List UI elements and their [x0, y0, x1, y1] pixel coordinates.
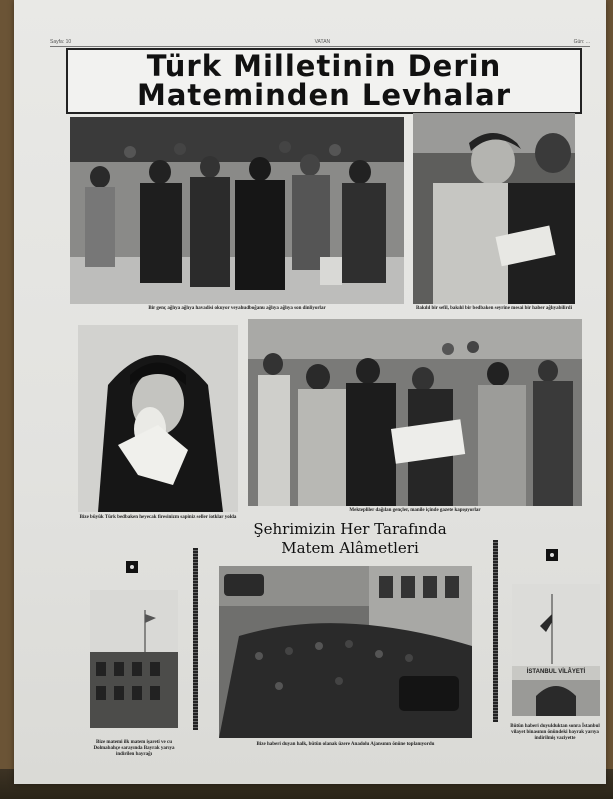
caption-photo-6: Bize haberi duyan halk, bütün olanak üzere Anadolu Ajansının önüne toplanıyordu: [256, 742, 435, 747]
section-title-line-2: Matem Alâmetleri: [281, 539, 419, 557]
photo-crowd-reading: [70, 117, 404, 304]
photo-students-newspapers: [248, 319, 582, 506]
bullet-square-icon: [126, 561, 138, 573]
caption-photo-3: Bize büyük Türk bedbaken heyecak firesinizm sapiniz seller iotklar yolda: [79, 515, 237, 520]
photo-vilayet-flag: [512, 584, 600, 716]
caption-photo-2: Bakılıl bir sefil, bakılıl bir bedbaken seyrine mesai bir haber ağlıyabilirdi: [416, 306, 572, 311]
column-rule: [493, 540, 498, 722]
masthead-left: Sayfa: 10: [50, 38, 72, 45]
photo-woman-crying: [78, 325, 238, 512]
column-rule: [193, 548, 198, 730]
photo-street-crowd: [219, 566, 472, 738]
caption-photo-4: Mektepliler dağılan gençler, manile içinde gazete kapışıyorlar: [349, 508, 481, 513]
bullet-square-icon: [546, 549, 558, 561]
photo-palace-flag: [90, 590, 178, 728]
masthead-right: Gün: ...: [573, 38, 590, 45]
caption-photo-1: Bir genç ağlıya ağlıya havadisi okuyor veyahudboğanu ağlıya ağlıya son dinliyorlar: [148, 306, 326, 311]
section-title-line-1: Şehrimizin Her Tarafında: [253, 520, 447, 538]
caption-photo-7: Bütün haberi duyulduktan sonra İstanbul vilayet binasının önündeki bayrak yarıya indirilmiş vaziyette: [510, 724, 600, 741]
caption-photo-5: Bize matemi ilk matem işareti ve cu Dolmabahçe sarayında Bayrak yarıya indirilen bayrağı: [93, 740, 175, 757]
vilayet-sign: İSTANBUL VİLÂYETİ: [526, 669, 586, 675]
headline-box: [66, 48, 582, 114]
headline-line-1: Türk Milletinin Derin: [146, 49, 502, 83]
photo-man-reading: [413, 113, 575, 304]
headline-line-2: Mateminden Levhalar: [136, 78, 511, 112]
masthead: [50, 37, 590, 47]
masthead-center: VATAN: [314, 38, 331, 45]
section-title: [220, 520, 480, 558]
